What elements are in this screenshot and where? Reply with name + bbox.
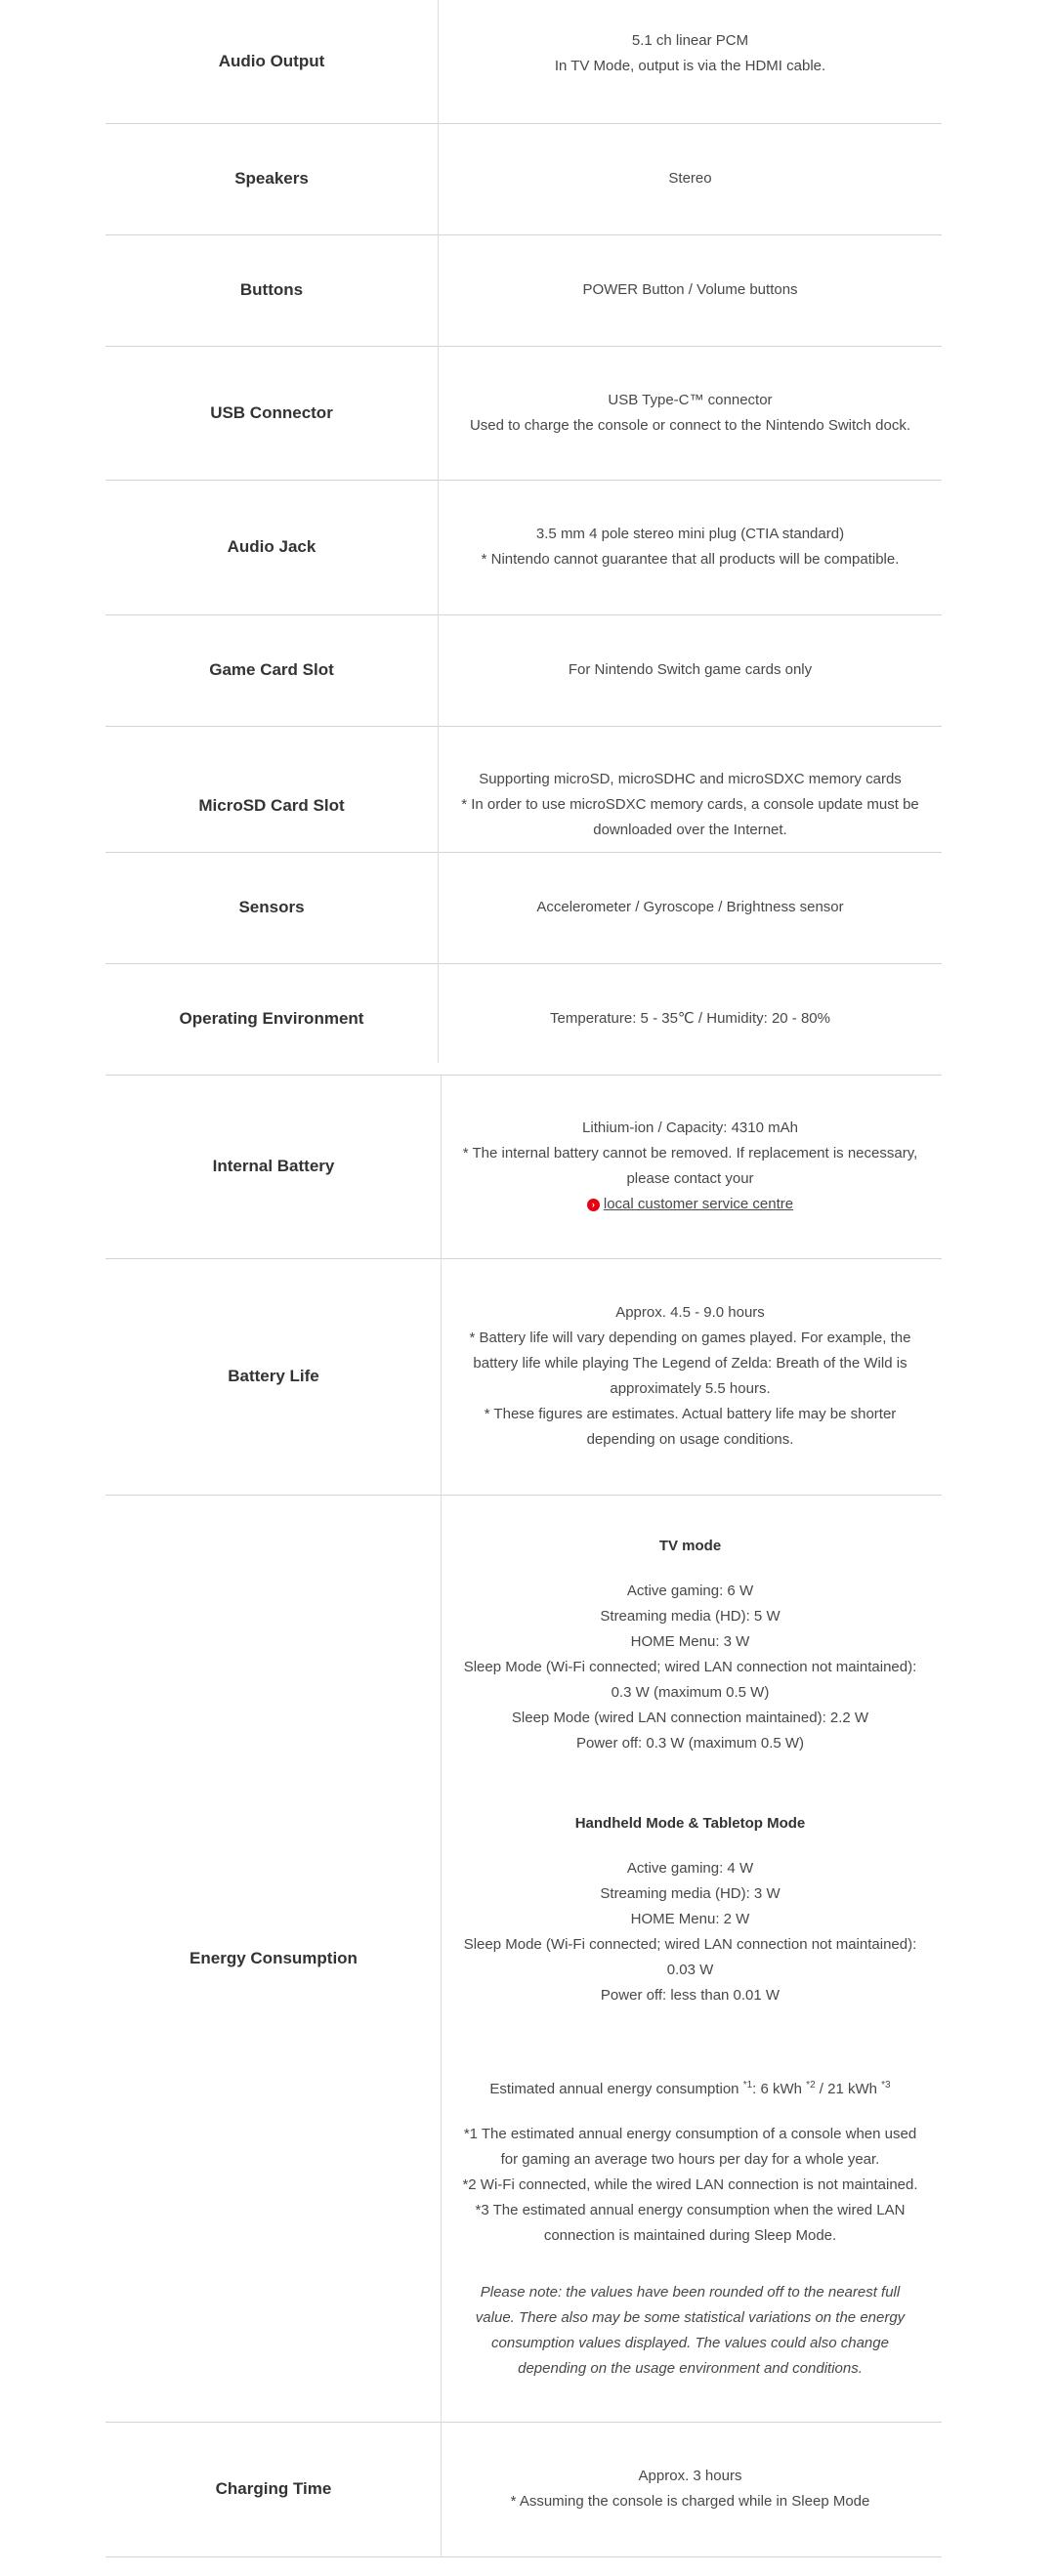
- row-value: [439, 2422, 942, 2556]
- value-line: Accelerometer / Gyroscope / Brightness sensor: [536, 899, 844, 915]
- row-value: [439, 346, 942, 480]
- spec-row-energy-consumption: [106, 1495, 942, 2423]
- value-line: Active gaming: 6 W: [626, 1583, 754, 1599]
- row-value: [439, 963, 942, 1075]
- spec-row-operating-environment: [106, 963, 942, 1076]
- spec-row-internal-battery: [106, 1075, 942, 1259]
- value-line: Power off: less than 0.01 W: [600, 1987, 781, 2004]
- spec-row-audio-jack: [106, 480, 942, 615]
- value-line: 0.03 W: [666, 1962, 714, 1978]
- value-line: Power off: 0.3 W (maximum 0.5 W): [575, 1735, 805, 1752]
- external-link-icon: ›: [587, 1199, 600, 1211]
- footnote-line: connection is maintained during Sleep Mode.: [543, 2227, 837, 2244]
- row-value: [439, 1258, 942, 1495]
- note-line: depending on the usage environment and conditions.: [518, 2360, 863, 2377]
- value-line: depending on usage conditions.: [586, 1431, 794, 1448]
- spec-row-audio-output: [106, 0, 942, 124]
- row-label: Operating Environment: [179, 1009, 364, 1028]
- value-line: please contact your: [626, 1170, 754, 1187]
- handheld-mode-heading: Handheld Mode & Tabletop Mode: [574, 1815, 806, 1832]
- annual-prefix: Estimated annual energy consumption: [489, 2081, 743, 2097]
- value-line: battery life while playing The Legend of Zelda: Breath of the Wild is: [473, 1355, 907, 1372]
- row-value: [439, 480, 942, 614]
- footnote-line: *2 Wi-Fi connected, while the wired LAN connection is not maintained.: [462, 2176, 918, 2193]
- value-line: Used to charge the console or connect to the Nintendo Switch dock.: [469, 416, 911, 434]
- value-line: In TV Mode, output is via the HDMI cable.: [554, 58, 826, 74]
- footnote-ref: *3: [881, 2080, 891, 2090]
- row-label: Audio Output: [218, 52, 325, 70]
- value-line: Approx. 3 hours: [638, 2468, 742, 2484]
- value-line: HOME Menu: 2 W: [630, 1911, 750, 1927]
- footnote-line: *1 The estimated annual energy consumption of a console when used: [463, 2126, 917, 2142]
- value-line: Active gaming: 4 W: [626, 1860, 754, 1877]
- annual-value-2: / 21 kWh: [815, 2081, 882, 2097]
- row-label: Audio Jack: [227, 537, 316, 556]
- row-label: Battery Life: [228, 1367, 319, 1385]
- value-line: 5.1 ch linear PCM: [631, 32, 749, 49]
- row-value: [439, 614, 942, 726]
- value-line: downloaded over the Internet.: [593, 822, 787, 838]
- value-line: 0.3 W (maximum 0.5 W): [611, 1684, 770, 1701]
- value-line: * Nintendo cannot guarantee that all products will be compatible.: [481, 551, 900, 568]
- row-value: [439, 1075, 942, 1258]
- row-label: USB Connector: [210, 402, 333, 422]
- row-label: Game Card Slot: [209, 660, 334, 679]
- value-line: * Assuming the console is charged while in Sleep Mode: [510, 2493, 870, 2510]
- note-line: consumption values displayed. The values could also change: [491, 2335, 889, 2351]
- annual-value-1: : 6 kWh: [752, 2081, 807, 2097]
- row-label: Sensors: [238, 898, 305, 916]
- value-line: USB Type-C™ connector: [608, 391, 773, 408]
- spec-row-battery-life: [106, 1258, 942, 1496]
- value-line: Streaming media (HD): 3 W: [600, 1885, 781, 1902]
- value-line: Supporting microSD, microSDHC and microSDXC memory cards: [479, 771, 902, 787]
- row-label: Internal Battery: [212, 1157, 335, 1175]
- value-line: approximately 5.5 hours.: [610, 1380, 771, 1397]
- note-line: Please note: the values have been rounded off to the nearest full: [480, 2284, 901, 2301]
- value-line: Lithium-ion / Capacity: 4310 mAh: [582, 1119, 798, 1136]
- value-line: Stereo: [668, 170, 712, 187]
- value-line: Temperature: 5 - 35℃ / Humidity: 20 - 80%: [550, 1010, 830, 1027]
- row-value: [439, 852, 942, 963]
- value-line: Sleep Mode (Wi-Fi connected; wired LAN connection not maintained):: [463, 1936, 917, 1953]
- spec-row-sensors: [106, 852, 942, 964]
- row-value: [439, 234, 942, 346]
- customer-service-link-line: [587, 1192, 793, 1217]
- tv-mode-heading: TV mode: [658, 1538, 722, 1554]
- annual-energy-line: [489, 2077, 890, 2102]
- spec-row-usb-connector: [106, 346, 942, 481]
- spec-row-game-card-slot: [106, 614, 942, 727]
- note-line: value. There also may be some statistical variations on the energy: [475, 2309, 906, 2326]
- value-line: Sleep Mode (Wi-Fi connected; wired LAN connection not maintained):: [463, 1659, 917, 1675]
- customer-service-link[interactable]: local customer service centre: [603, 1196, 794, 1212]
- value-line: * These figures are estimates. Actual battery life may be shorter: [484, 1406, 897, 1422]
- value-line: * The internal battery cannot be removed. If replacement is necessary,: [462, 1145, 918, 1161]
- value-line: Approx. 4.5 - 9.0 hours: [615, 1304, 765, 1321]
- value-line: HOME Menu: 3 W: [630, 1633, 750, 1650]
- row-label: Buttons: [239, 280, 304, 299]
- row-label: Speakers: [234, 169, 309, 188]
- value-line: Streaming media (HD): 5 W: [600, 1608, 781, 1625]
- footnote-line: for gaming an average two hours per day for a whole year.: [500, 2151, 880, 2168]
- value-line: POWER Button / Volume buttons: [582, 281, 798, 298]
- footnote-ref: *1: [742, 2080, 753, 2090]
- row-value: [439, 726, 942, 852]
- row-value: [439, 1495, 942, 2422]
- value-line: Sleep Mode (wired LAN connection maintained): 2.2 W: [511, 1710, 869, 1726]
- value-line: For Nintendo Switch game cards only: [568, 661, 813, 678]
- row-label: Energy Consumption: [190, 1948, 358, 1967]
- spec-row-speakers: [106, 123, 942, 235]
- footnote-ref: *2: [806, 2080, 816, 2090]
- row-label: MicroSD Card Slot: [198, 796, 345, 815]
- row-value: [439, 0, 942, 123]
- footnote-line: *3 The estimated annual energy consumption when the wired LAN: [475, 2202, 906, 2218]
- value-line: 3.5 mm 4 pole stereo mini plug (CTIA standard): [535, 526, 845, 542]
- spec-row-charging-time: [106, 2422, 942, 2557]
- row-value: [439, 123, 942, 234]
- value-line: * Battery life will vary depending on games played. For example, the: [469, 1330, 911, 1346]
- spec-row-microsd-slot: [106, 726, 942, 853]
- spec-row-buttons: [106, 234, 942, 347]
- value-line: * In order to use microSDXC memory cards, a console update must be: [461, 796, 919, 813]
- row-label: Charging Time: [215, 2479, 332, 2498]
